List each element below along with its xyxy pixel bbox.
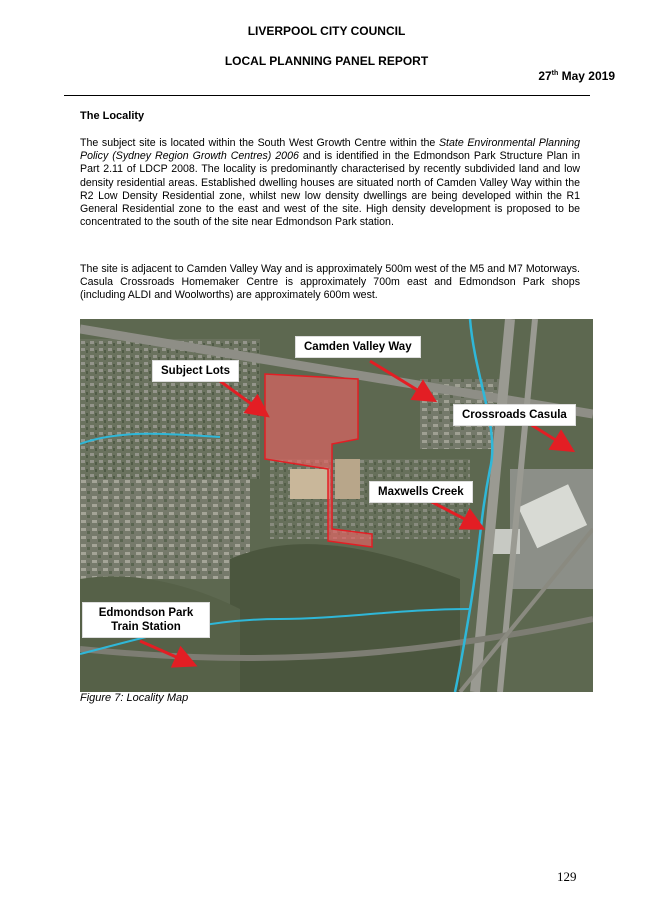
figure-caption: Figure 7: Locality Map	[80, 692, 189, 704]
locality-map	[80, 319, 593, 692]
map-label-subject-lots: Subject Lots	[153, 361, 238, 381]
header-divider	[64, 95, 590, 96]
edmondson-label-line2: Train Station	[111, 621, 181, 633]
date-day: 27	[538, 69, 552, 83]
edmondson-label-line1: Edmondson Park	[98, 607, 194, 619]
section-heading: The Locality	[80, 110, 145, 122]
p1-policy-title: State Environmental Planning Policy (Sydney Region Growth Centres) 2006	[80, 137, 580, 163]
residential-area-west	[80, 479, 250, 579]
council-title: LIVERPOOL CITY COUNCIL	[247, 24, 406, 38]
map-label-crossroads-casula: Crossroads Casula	[454, 405, 575, 425]
locality-paragraph-2: The site is adjacent to Camden Valley Way and is approximately 500m west of the M5 and M7 Motorways. Casula Crossroads Homemaker Centre is approximately 700m east and Edmondson Park shops (including ALDI and Woolworths) are approximately 600m west.	[80, 263, 580, 302]
cleared-lot	[335, 459, 360, 499]
cleared-lot	[290, 469, 330, 499]
report-title: LOCAL PLANNING PANEL REPORT	[224, 54, 429, 68]
p1-text-b: and is identified in the Edmondson Park Structure Plan in Part 2.11 of LDCP 2008. The locality is predominantly characterised by recently subdivided land and low density residential areas. Established dwelling houses are situated north of Camden Valley Way within the R2 Low Density Residential zone, whilst new low density dwellings are being developed within the R1 General Residential zone to the east and west of the site. High density development is proposed to be concentrated to the south of the site near Edmondson Park station.	[80, 150, 581, 229]
map-label-maxwells-creek: Maxwells Creek	[370, 482, 472, 502]
map-label-camden-valley-way: Camden Valley Way	[296, 337, 420, 357]
report-date	[538, 69, 615, 83]
date-suffix: th	[551, 70, 559, 77]
locality-paragraph-1	[80, 137, 580, 229]
map-label-edmondson-park-station	[83, 603, 209, 637]
residential-area-northwest	[80, 339, 260, 479]
p1-text-a: The subject site is located within the South West Growth Centre within the	[80, 137, 439, 149]
date-month-year: May 2019	[558, 69, 615, 83]
page-number: 129	[557, 869, 577, 884]
